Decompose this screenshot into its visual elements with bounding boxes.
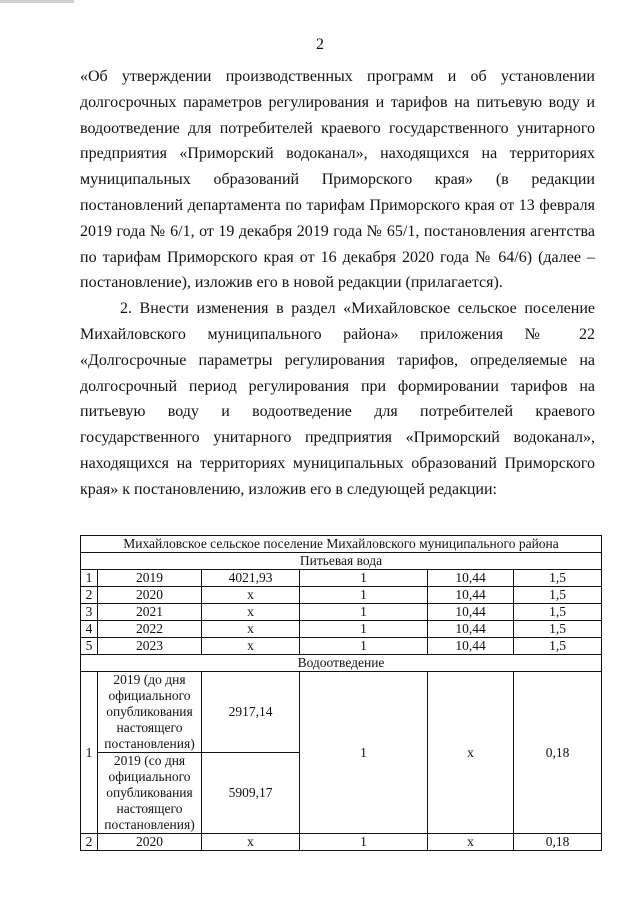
index-cell: 1 xyxy=(300,604,428,621)
section-wastewater: Водоотведение xyxy=(81,655,602,672)
losses-cell: 1,5 xyxy=(514,621,602,638)
row-number: 2 xyxy=(81,834,98,851)
base-level-cell: х xyxy=(202,638,300,655)
section-drinking-water: Питьевая вода xyxy=(81,553,602,570)
losses-cell: 1,5 xyxy=(514,570,602,587)
normative-cell: 10,44 xyxy=(428,570,514,587)
normative-cell: 10,44 xyxy=(428,604,514,621)
losses-cell: 1,5 xyxy=(514,604,602,621)
normative-cell: 10,44 xyxy=(428,587,514,604)
base-level-cell: х xyxy=(202,587,300,604)
year-cell: 2020 xyxy=(98,587,202,604)
row-number: 1 xyxy=(81,570,98,587)
losses-cell: 0,18 xyxy=(514,834,602,851)
index-cell: 1 xyxy=(300,587,428,604)
document-body xyxy=(80,64,595,503)
base-level-cell: 2917,14 xyxy=(202,672,300,753)
base-level-cell: 5909,17 xyxy=(202,753,300,834)
table-row xyxy=(81,672,602,753)
table-row xyxy=(81,604,602,621)
row-number: 3 xyxy=(81,604,98,621)
index-cell: 1 xyxy=(300,638,428,655)
index-cell: 1 xyxy=(300,834,428,851)
row-number: 5 xyxy=(81,638,98,655)
normative-cell: 10,44 xyxy=(428,638,514,655)
year-cell: 2021 xyxy=(98,604,202,621)
losses-cell: 1,5 xyxy=(514,587,602,604)
table-row xyxy=(81,638,602,655)
year-cell: 2019 (со дня официального опубликования настоящего постановления) xyxy=(98,753,202,834)
row-number: 2 xyxy=(81,587,98,604)
table-row xyxy=(81,621,602,638)
year-cell: 2020 xyxy=(98,834,202,851)
index-cell: 1 xyxy=(300,672,428,834)
losses-cell: 0,18 xyxy=(514,672,602,834)
base-level-cell: х xyxy=(202,621,300,638)
table-row xyxy=(81,834,602,851)
base-level-cell: х xyxy=(202,834,300,851)
year-cell: 2022 xyxy=(98,621,202,638)
paragraph-item-2: 2. Внести изменения в раздел «Михайловское сельское поселение Михайловского муниципального района» приложения № 22 «Долгосрочные параметры регулирования тарифов, определяемые на долгосрочный период регулирования при формировании тарифов на питьевую воду и водоотведение для потребителей краевого государственного унитарного предприятия «Приморский водоканал», находящихся на территориях муниципальных образований Приморского края» к постановлению, изложив его в следующей редакции: xyxy=(80,300,595,498)
row-number: 4 xyxy=(81,621,98,638)
index-cell: 1 xyxy=(300,621,428,638)
base-level-cell: 4021,93 xyxy=(202,570,300,587)
year-cell: 2019 (до дня официального опубликования настоящего постановления) xyxy=(98,672,202,753)
tariff-parameters-table xyxy=(80,535,602,851)
base-level-cell: х xyxy=(202,604,300,621)
year-cell: 2023 xyxy=(98,638,202,655)
table-row xyxy=(81,570,602,587)
page-number: 2 xyxy=(316,36,324,53)
table-title: Михайловское сельское поселение Михайловского муниципального района xyxy=(81,536,602,553)
row-number: 1 xyxy=(81,672,98,834)
losses-cell: 1,5 xyxy=(514,638,602,655)
scan-artifact xyxy=(0,0,74,3)
normative-cell: х xyxy=(428,672,514,834)
normative-cell: 10,44 xyxy=(428,621,514,638)
table-row xyxy=(81,587,602,604)
year-cell: 2019 xyxy=(98,570,202,587)
index-cell: 1 xyxy=(300,570,428,587)
paragraph-continued: «Об утверждении производственных программ и об установлении долгосрочных параметров регулирования и тарифов на питьевую воду и водоотведение для потребителей краевого государственного унитарного предприятия «Приморский водоканал», находящихся на территориях муниципальных образований Приморского края» (в редакции постановлений департамента по тарифам Приморского края от 13 февраля 2019 года № 6/1, от 19 декабря 2019 года № 65/1, постановления агентства по тарифам Приморского края от 16 декабря 2020 года № 64/6) (далее – постановление), изложив его в новой редакции (прилагается). xyxy=(80,68,595,292)
normative-cell: х xyxy=(428,834,514,851)
